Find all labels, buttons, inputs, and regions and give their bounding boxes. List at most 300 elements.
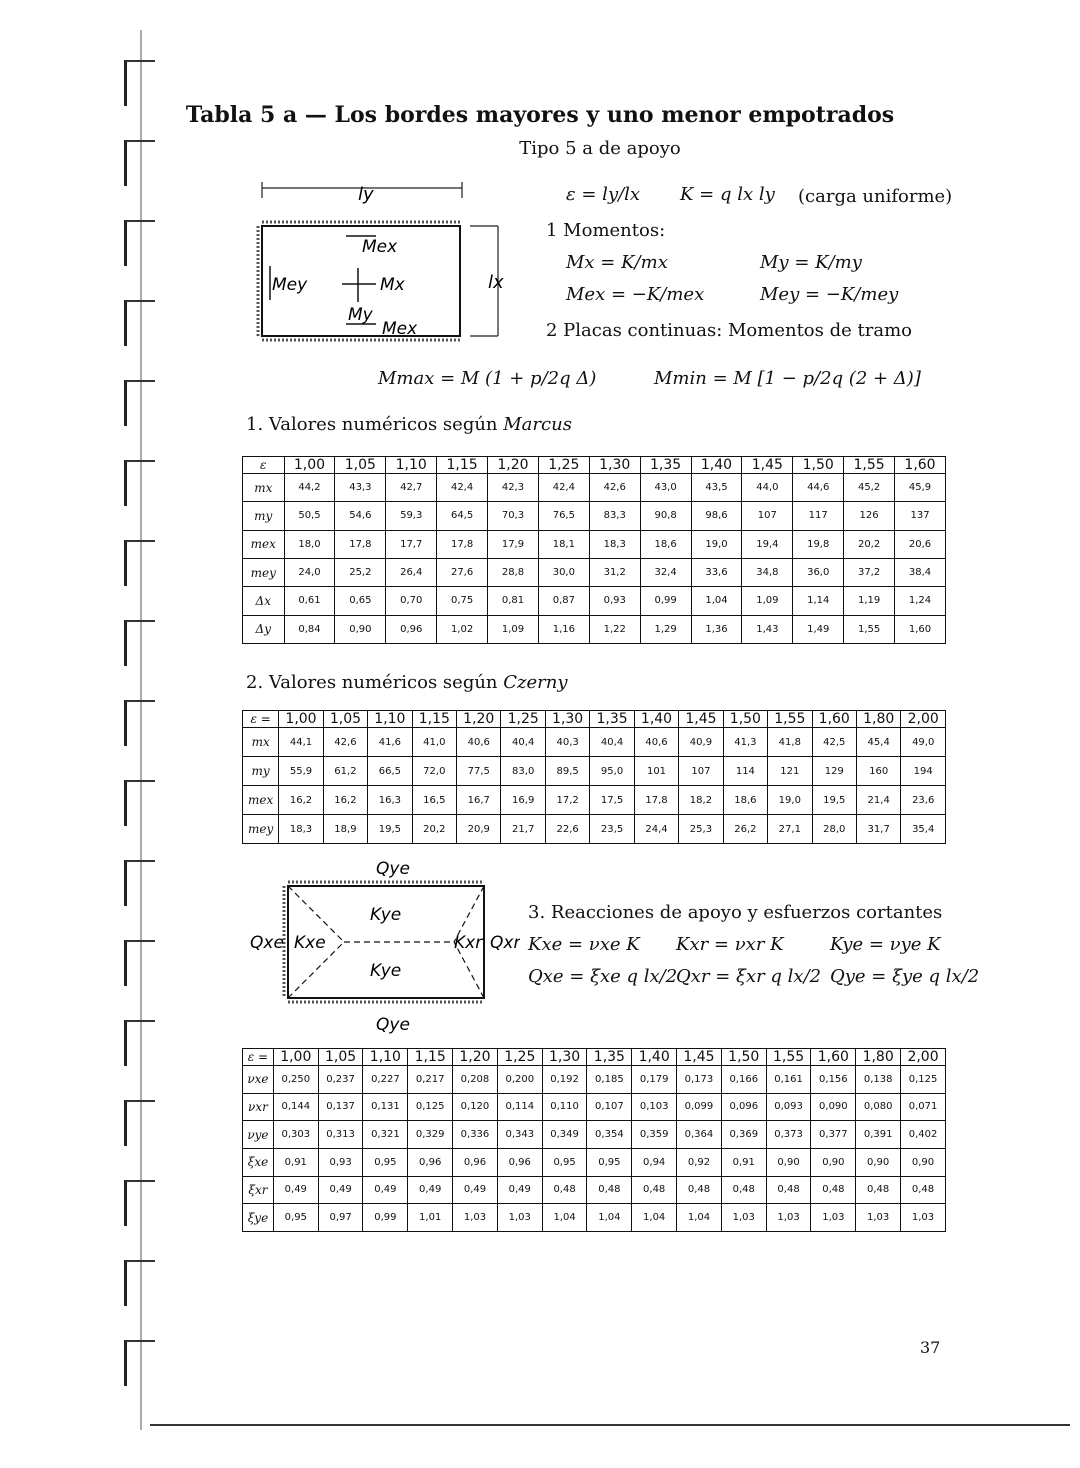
table-row bbox=[243, 615, 946, 643]
table-cell: 0,90 bbox=[901, 1148, 946, 1176]
row-label: mex bbox=[243, 530, 285, 558]
table-cell: 90,8 bbox=[640, 502, 691, 530]
table-cell: 23,6 bbox=[901, 786, 946, 815]
table-cell: 121 bbox=[768, 757, 812, 786]
table-cell: 19,8 bbox=[793, 530, 844, 558]
table-cell: 0,95 bbox=[542, 1148, 587, 1176]
table-cell: 0,096 bbox=[721, 1093, 766, 1121]
mex-top-label: Mex bbox=[362, 237, 398, 257]
table-cell: 1,03 bbox=[721, 1204, 766, 1232]
table-cell: 16,2 bbox=[323, 786, 367, 815]
table-cell: 27,1 bbox=[768, 815, 812, 844]
table2-column-header: 1,15 bbox=[412, 711, 456, 728]
table-cell: 0,90 bbox=[811, 1148, 856, 1176]
table-cell: 0,48 bbox=[901, 1176, 946, 1204]
table-cell: 38,4 bbox=[895, 558, 946, 586]
table-cell: 0,321 bbox=[363, 1121, 408, 1149]
table-cell: 50,5 bbox=[284, 502, 335, 530]
table-cell: 0,48 bbox=[856, 1176, 901, 1204]
kye-formula: Kye = νye K bbox=[830, 934, 941, 955]
table-cell: 0,373 bbox=[766, 1121, 811, 1149]
table-cell: 0,65 bbox=[335, 587, 386, 615]
table-cell: 17,5 bbox=[590, 786, 634, 815]
table-cell: 0,95 bbox=[363, 1148, 408, 1176]
table-cell: 0,080 bbox=[856, 1093, 901, 1121]
table-cell: 83,0 bbox=[501, 757, 545, 786]
row-label: Δx bbox=[243, 587, 285, 615]
table-cell: 1,03 bbox=[901, 1204, 946, 1232]
table-cell: 28,0 bbox=[812, 815, 856, 844]
table2-column-header: 1,55 bbox=[768, 711, 812, 728]
table-cell: 0,237 bbox=[318, 1066, 363, 1094]
table-cell: 18,1 bbox=[538, 530, 589, 558]
table-cell: 0,349 bbox=[542, 1121, 587, 1149]
table-cell: 27,6 bbox=[437, 558, 488, 586]
table-row bbox=[243, 558, 946, 586]
table-cell: 19,5 bbox=[812, 786, 856, 815]
table1-column-header: 1,55 bbox=[844, 457, 895, 474]
row-label: νxr bbox=[243, 1093, 274, 1121]
table-cell: 0,114 bbox=[497, 1093, 542, 1121]
table-cell: 36,0 bbox=[793, 558, 844, 586]
table-cell: 1,03 bbox=[497, 1204, 542, 1232]
table-cell: 32,4 bbox=[640, 558, 691, 586]
table-cell: 19,4 bbox=[742, 530, 793, 558]
table-cell: 45,9 bbox=[895, 474, 946, 502]
table-cell: 1,03 bbox=[811, 1204, 856, 1232]
table-cell: 42,6 bbox=[589, 474, 640, 502]
table-cell: 0,48 bbox=[587, 1176, 632, 1204]
qxe-formula: Qxe = ξxe q lx/2 bbox=[528, 966, 678, 987]
page-subtitle: Tipo 5 a de apoyo bbox=[519, 138, 681, 159]
table-cell: 0,227 bbox=[363, 1066, 408, 1094]
table-row bbox=[243, 1093, 946, 1121]
qxr-label: Qxr bbox=[490, 933, 520, 953]
table-cell: 34,8 bbox=[742, 558, 793, 586]
qye-bottom-label: Qye bbox=[376, 1015, 410, 1035]
table-cell: 31,7 bbox=[856, 815, 900, 844]
table-cell: 101 bbox=[634, 757, 678, 786]
moments-heading: 1 Momentos: bbox=[546, 220, 666, 241]
page-edge-line bbox=[150, 1424, 1070, 1426]
table-cell: 43,3 bbox=[335, 474, 386, 502]
table3-column-header: 1,05 bbox=[318, 1049, 363, 1066]
table-cell: 42,3 bbox=[488, 474, 539, 502]
row-label: νye bbox=[243, 1121, 274, 1149]
ly-label: ly bbox=[358, 184, 374, 205]
mey-label: Mey bbox=[272, 275, 308, 295]
table-cell: 20,9 bbox=[457, 815, 501, 844]
table-cell: 25,2 bbox=[335, 558, 386, 586]
table-cell: 41,3 bbox=[723, 728, 767, 757]
table-cell: 0,97 bbox=[318, 1204, 363, 1232]
page-number: 37 bbox=[920, 1338, 941, 1357]
mex-bottom-label: Mex bbox=[382, 319, 418, 339]
row-label: my bbox=[243, 502, 285, 530]
table-cell: 21,4 bbox=[856, 786, 900, 815]
table-cell: 83,3 bbox=[589, 502, 640, 530]
table-cell: 1,14 bbox=[793, 587, 844, 615]
table-cell: 20,6 bbox=[895, 530, 946, 558]
table-cell: 0,91 bbox=[273, 1148, 318, 1176]
table-cell: 0,87 bbox=[538, 587, 589, 615]
table-cell: 0,161 bbox=[766, 1066, 811, 1094]
table-row bbox=[243, 474, 946, 502]
table-cell: 17,9 bbox=[488, 530, 539, 558]
table-cell: 19,5 bbox=[368, 815, 412, 844]
table-cell: 0,250 bbox=[273, 1066, 318, 1094]
section2-heading: 2. Valores numéricos según Czerny bbox=[246, 672, 568, 693]
table-cell: 0,49 bbox=[497, 1176, 542, 1204]
table-cell: 18,0 bbox=[284, 530, 335, 558]
qye-formula: Qye = ξye q lx/2 bbox=[830, 966, 980, 987]
kxr-formula: Kxr = νxr K bbox=[676, 934, 784, 955]
table-cell: 40,4 bbox=[501, 728, 545, 757]
table-cell: 1,02 bbox=[437, 615, 488, 643]
table-cell: 0,99 bbox=[363, 1204, 408, 1232]
table-cell: 77,5 bbox=[457, 757, 501, 786]
table-cell: 61,2 bbox=[323, 757, 367, 786]
table-cell: 1,60 bbox=[895, 615, 946, 643]
table-cell: 0,93 bbox=[318, 1148, 363, 1176]
table2-column-header: 1,25 bbox=[501, 711, 545, 728]
table-cell: 0,303 bbox=[273, 1121, 318, 1149]
table-cell: 24,0 bbox=[284, 558, 335, 586]
table-row bbox=[243, 1148, 946, 1176]
table-cell: 43,0 bbox=[640, 474, 691, 502]
table-cell: 0,137 bbox=[318, 1093, 363, 1121]
table-cell: 45,2 bbox=[844, 474, 895, 502]
table-cell: 129 bbox=[812, 757, 856, 786]
table-cell: 41,0 bbox=[412, 728, 456, 757]
table-cell: 70,3 bbox=[488, 502, 539, 530]
row-label: mx bbox=[243, 728, 279, 757]
table-cell: 0,92 bbox=[677, 1148, 722, 1176]
table-cell: 42,4 bbox=[437, 474, 488, 502]
table-cell: 42,5 bbox=[812, 728, 856, 757]
table-cell: 0,359 bbox=[632, 1121, 677, 1149]
table-cell: 0,61 bbox=[284, 587, 335, 615]
table-cell: 0,090 bbox=[811, 1093, 856, 1121]
table-cell: 0,48 bbox=[632, 1176, 677, 1204]
table-cell: 0,313 bbox=[318, 1121, 363, 1149]
table-cell: 40,3 bbox=[545, 728, 589, 757]
table-row bbox=[243, 815, 946, 844]
table1-column-header: 1,15 bbox=[437, 457, 488, 474]
table-cell: 40,6 bbox=[457, 728, 501, 757]
reaction-diagram bbox=[240, 850, 520, 1036]
table-cell: 66,5 bbox=[368, 757, 412, 786]
table-cell: 16,7 bbox=[457, 786, 501, 815]
my-label: My bbox=[348, 305, 373, 325]
table3-column-header: 1,60 bbox=[811, 1049, 856, 1066]
table1-column-header: 1,50 bbox=[793, 457, 844, 474]
table-cell: 0,94 bbox=[632, 1148, 677, 1176]
table-cell: 42,7 bbox=[386, 474, 437, 502]
table1-header-label: ε bbox=[243, 457, 285, 474]
table-cell: 1,04 bbox=[677, 1204, 722, 1232]
table2-column-header: 1,00 bbox=[279, 711, 323, 728]
table1-column-header: 1,40 bbox=[691, 457, 742, 474]
table-cell: 1,19 bbox=[844, 587, 895, 615]
table-cell: 0,093 bbox=[766, 1093, 811, 1121]
table-cell: 0,144 bbox=[273, 1093, 318, 1121]
table-cell: 49,0 bbox=[901, 728, 946, 757]
table-cell: 0,336 bbox=[453, 1121, 498, 1149]
mey-formula: Mey = −K/mey bbox=[760, 284, 899, 305]
table-cell: 0,166 bbox=[721, 1066, 766, 1094]
table-cell: 0,93 bbox=[589, 587, 640, 615]
table-cell: 18,9 bbox=[323, 815, 367, 844]
table-cell: 0,84 bbox=[284, 615, 335, 643]
table1-column-header: 1,60 bbox=[895, 457, 946, 474]
mx-label: Mx bbox=[380, 275, 405, 295]
table-cell: 1,03 bbox=[453, 1204, 498, 1232]
table1-column-header: 1,05 bbox=[335, 457, 386, 474]
table-cell: 0,48 bbox=[542, 1176, 587, 1204]
table3-column-header: 2,00 bbox=[901, 1049, 946, 1066]
table-cell: 19,0 bbox=[691, 530, 742, 558]
table-cell: 0,208 bbox=[453, 1066, 498, 1094]
lx-label: lx bbox=[488, 272, 504, 293]
row-label: mx bbox=[243, 474, 285, 502]
table-cell: 1,29 bbox=[640, 615, 691, 643]
table-cell: 0,402 bbox=[901, 1121, 946, 1149]
table-cell: 0,90 bbox=[766, 1148, 811, 1176]
table-row bbox=[243, 786, 946, 815]
section1-heading: 1. Valores numéricos según Marcus bbox=[246, 414, 572, 435]
table-cell: 114 bbox=[723, 757, 767, 786]
table3-column-header: 1,50 bbox=[721, 1049, 766, 1066]
table-cell: 40,4 bbox=[590, 728, 634, 757]
table-cell: 0,49 bbox=[318, 1176, 363, 1204]
table1-column-header: 1,45 bbox=[742, 457, 793, 474]
section2-author: Czerny bbox=[503, 672, 568, 693]
table-row bbox=[243, 502, 946, 530]
table-cell: 1,55 bbox=[844, 615, 895, 643]
table3-column-header: 1,35 bbox=[587, 1049, 632, 1066]
table-cell: 0,96 bbox=[386, 615, 437, 643]
table-cell: 0,369 bbox=[721, 1121, 766, 1149]
table3-column-header: 1,00 bbox=[273, 1049, 318, 1066]
placas-heading: 2 Placas continuas: Momentos de tramo bbox=[546, 320, 912, 341]
table-row bbox=[243, 1121, 946, 1149]
table1-column-header: 1,10 bbox=[386, 457, 437, 474]
table-cell: 35,4 bbox=[901, 815, 946, 844]
table-cell: 17,7 bbox=[386, 530, 437, 558]
section3-heading: 3. Reacciones de apoyo y esfuerzos cortantes bbox=[528, 902, 943, 923]
table-cell: 117 bbox=[793, 502, 844, 530]
table2-column-header: 1,30 bbox=[545, 711, 589, 728]
table-cell: 44,6 bbox=[793, 474, 844, 502]
table-cell: 0,48 bbox=[721, 1176, 766, 1204]
table-cell: 0,364 bbox=[677, 1121, 722, 1149]
table-row bbox=[243, 728, 946, 757]
table-cell: 1,24 bbox=[895, 587, 946, 615]
table3-column-header: 1,15 bbox=[408, 1049, 453, 1066]
table-cell: 0,138 bbox=[856, 1066, 901, 1094]
table-row bbox=[243, 1176, 946, 1204]
table-cell: 0,185 bbox=[587, 1066, 632, 1094]
mx-formula: Mx = K/mx bbox=[566, 252, 668, 273]
table-cell: 1,09 bbox=[488, 615, 539, 643]
table-cell: 19,0 bbox=[768, 786, 812, 815]
table-cell: 0,81 bbox=[488, 587, 539, 615]
table-row bbox=[243, 757, 946, 786]
table-cell: 0,179 bbox=[632, 1066, 677, 1094]
table1-column-header: 1,20 bbox=[488, 457, 539, 474]
table-cell: 44,2 bbox=[284, 474, 335, 502]
table-cell: 1,01 bbox=[408, 1204, 453, 1232]
table-cell: 0,103 bbox=[632, 1093, 677, 1121]
table-cell: 64,5 bbox=[437, 502, 488, 530]
table-cell: 0,49 bbox=[273, 1176, 318, 1204]
table-cell: 18,3 bbox=[589, 530, 640, 558]
table-cell: 0,377 bbox=[811, 1121, 856, 1149]
table-cell: 107 bbox=[742, 502, 793, 530]
k-note: (carga uniforme) bbox=[798, 186, 953, 207]
table-cell: 21,7 bbox=[501, 815, 545, 844]
table3-column-header: 1,30 bbox=[542, 1049, 587, 1066]
table3-column-header: 1,10 bbox=[363, 1049, 408, 1066]
table-cell: 40,6 bbox=[634, 728, 678, 757]
table-cell: 20,2 bbox=[412, 815, 456, 844]
table-cell: 0,70 bbox=[386, 587, 437, 615]
table1-column-header: 1,35 bbox=[640, 457, 691, 474]
table-cell: 16,2 bbox=[279, 786, 323, 815]
table-cell: 0,131 bbox=[363, 1093, 408, 1121]
row-label: mey bbox=[243, 815, 279, 844]
table-cell: 42,4 bbox=[538, 474, 589, 502]
table3-column-header: 1,25 bbox=[497, 1049, 542, 1066]
table-cell: 98,6 bbox=[691, 502, 742, 530]
table-cell: 72,0 bbox=[412, 757, 456, 786]
table-cell: 0,200 bbox=[497, 1066, 542, 1094]
table-cell: 0,91 bbox=[721, 1148, 766, 1176]
table2-column-header: 1,80 bbox=[856, 711, 900, 728]
table-cell: 18,6 bbox=[640, 530, 691, 558]
table-cell: 59,3 bbox=[386, 502, 437, 530]
table-cell: 0,107 bbox=[587, 1093, 632, 1121]
qxr-formula: Qxr = ξxr q lx/2 bbox=[676, 966, 822, 987]
table-cell: 0,173 bbox=[677, 1066, 722, 1094]
table-cell: 41,6 bbox=[368, 728, 412, 757]
table-cell: 0,49 bbox=[408, 1176, 453, 1204]
table1-column-header: 1,00 bbox=[284, 457, 335, 474]
table1-column-header: 1,30 bbox=[589, 457, 640, 474]
table-cell: 18,6 bbox=[723, 786, 767, 815]
table-cell: 0,125 bbox=[408, 1093, 453, 1121]
table-cell: 25,3 bbox=[679, 815, 723, 844]
table-cell: 1,04 bbox=[587, 1204, 632, 1232]
table-cell: 16,3 bbox=[368, 786, 412, 815]
table-cell: 0,96 bbox=[497, 1148, 542, 1176]
qye-top-label: Qye bbox=[376, 859, 410, 879]
table-cell: 0,354 bbox=[587, 1121, 632, 1149]
table-cell: 30,0 bbox=[538, 558, 589, 586]
table-marcus bbox=[242, 456, 946, 644]
table-cell: 0,120 bbox=[453, 1093, 498, 1121]
table-cell: 26,2 bbox=[723, 815, 767, 844]
table-cell: 44,1 bbox=[279, 728, 323, 757]
mex-formula: Mex = −K/mex bbox=[566, 284, 705, 305]
table-cell: 0,48 bbox=[811, 1176, 856, 1204]
table-cell: 1,43 bbox=[742, 615, 793, 643]
table3-column-header: 1,20 bbox=[453, 1049, 498, 1066]
row-label: my bbox=[243, 757, 279, 786]
table-cell: 45,4 bbox=[856, 728, 900, 757]
table-cell: 0,48 bbox=[677, 1176, 722, 1204]
table-cell: 89,5 bbox=[545, 757, 589, 786]
table-cell: 0,329 bbox=[408, 1121, 453, 1149]
table-cell: 17,8 bbox=[335, 530, 386, 558]
table-cell: 18,3 bbox=[279, 815, 323, 844]
table-cell: 0,192 bbox=[542, 1066, 587, 1094]
table-cell: 1,03 bbox=[856, 1204, 901, 1232]
table-cell: 44,0 bbox=[742, 474, 793, 502]
table-cell: 40,9 bbox=[679, 728, 723, 757]
table2-column-header: 1,20 bbox=[457, 711, 501, 728]
table-cell: 1,03 bbox=[766, 1204, 811, 1232]
table-cell: 1,49 bbox=[793, 615, 844, 643]
table-cell: 160 bbox=[856, 757, 900, 786]
table-cell: 0,95 bbox=[587, 1148, 632, 1176]
table2-column-header: 1,45 bbox=[679, 711, 723, 728]
table-cell: 16,9 bbox=[501, 786, 545, 815]
row-label: νxe bbox=[243, 1066, 274, 1094]
table1-column-header: 1,25 bbox=[538, 457, 589, 474]
table-cell: 0,343 bbox=[497, 1121, 542, 1149]
table-cell: 24,4 bbox=[634, 815, 678, 844]
table-cell: 42,6 bbox=[323, 728, 367, 757]
table-cell: 0,156 bbox=[811, 1066, 856, 1094]
kxr-label: Kxr bbox=[454, 933, 483, 953]
epsilon-formula: ε = ly/lx bbox=[566, 184, 641, 205]
table-cell: 0,75 bbox=[437, 587, 488, 615]
table-cell: 54,6 bbox=[335, 502, 386, 530]
row-label: ξye bbox=[243, 1204, 274, 1232]
k-formula: K = q lx ly bbox=[680, 184, 775, 205]
table-cell: 0,125 bbox=[901, 1066, 946, 1094]
table-cell: 1,04 bbox=[632, 1204, 677, 1232]
table-cell: 126 bbox=[844, 502, 895, 530]
kye-top-label: Kye bbox=[370, 905, 402, 925]
page-title: Tabla 5 a — Los bordes mayores y uno menor empotrados bbox=[185, 102, 895, 128]
table-cell: 0,49 bbox=[363, 1176, 408, 1204]
my-formula: My = K/my bbox=[760, 252, 862, 273]
table3-column-header: 1,80 bbox=[856, 1049, 901, 1066]
kxe-label: Kxe bbox=[294, 933, 326, 953]
table3-header-label: ε = bbox=[243, 1049, 274, 1066]
table-cell: 0,95 bbox=[273, 1204, 318, 1232]
table-cell: 43,5 bbox=[691, 474, 742, 502]
section1-author: Marcus bbox=[503, 414, 572, 435]
qxe-label: Qxe bbox=[250, 933, 284, 953]
table-cell: 137 bbox=[895, 502, 946, 530]
table3-column-header: 1,45 bbox=[677, 1049, 722, 1066]
table-cell: 17,2 bbox=[545, 786, 589, 815]
table3-column-header: 1,55 bbox=[766, 1049, 811, 1066]
row-label: ξxr bbox=[243, 1176, 274, 1204]
table-row bbox=[243, 530, 946, 558]
table3-column-header: 1,40 bbox=[632, 1049, 677, 1066]
table-cell: 0,110 bbox=[542, 1093, 587, 1121]
row-label: Δy bbox=[243, 615, 285, 643]
table2-column-header: 1,10 bbox=[368, 711, 412, 728]
plate-moment-diagram bbox=[240, 178, 520, 348]
table-cell: 0,217 bbox=[408, 1066, 453, 1094]
row-label: mey bbox=[243, 558, 285, 586]
